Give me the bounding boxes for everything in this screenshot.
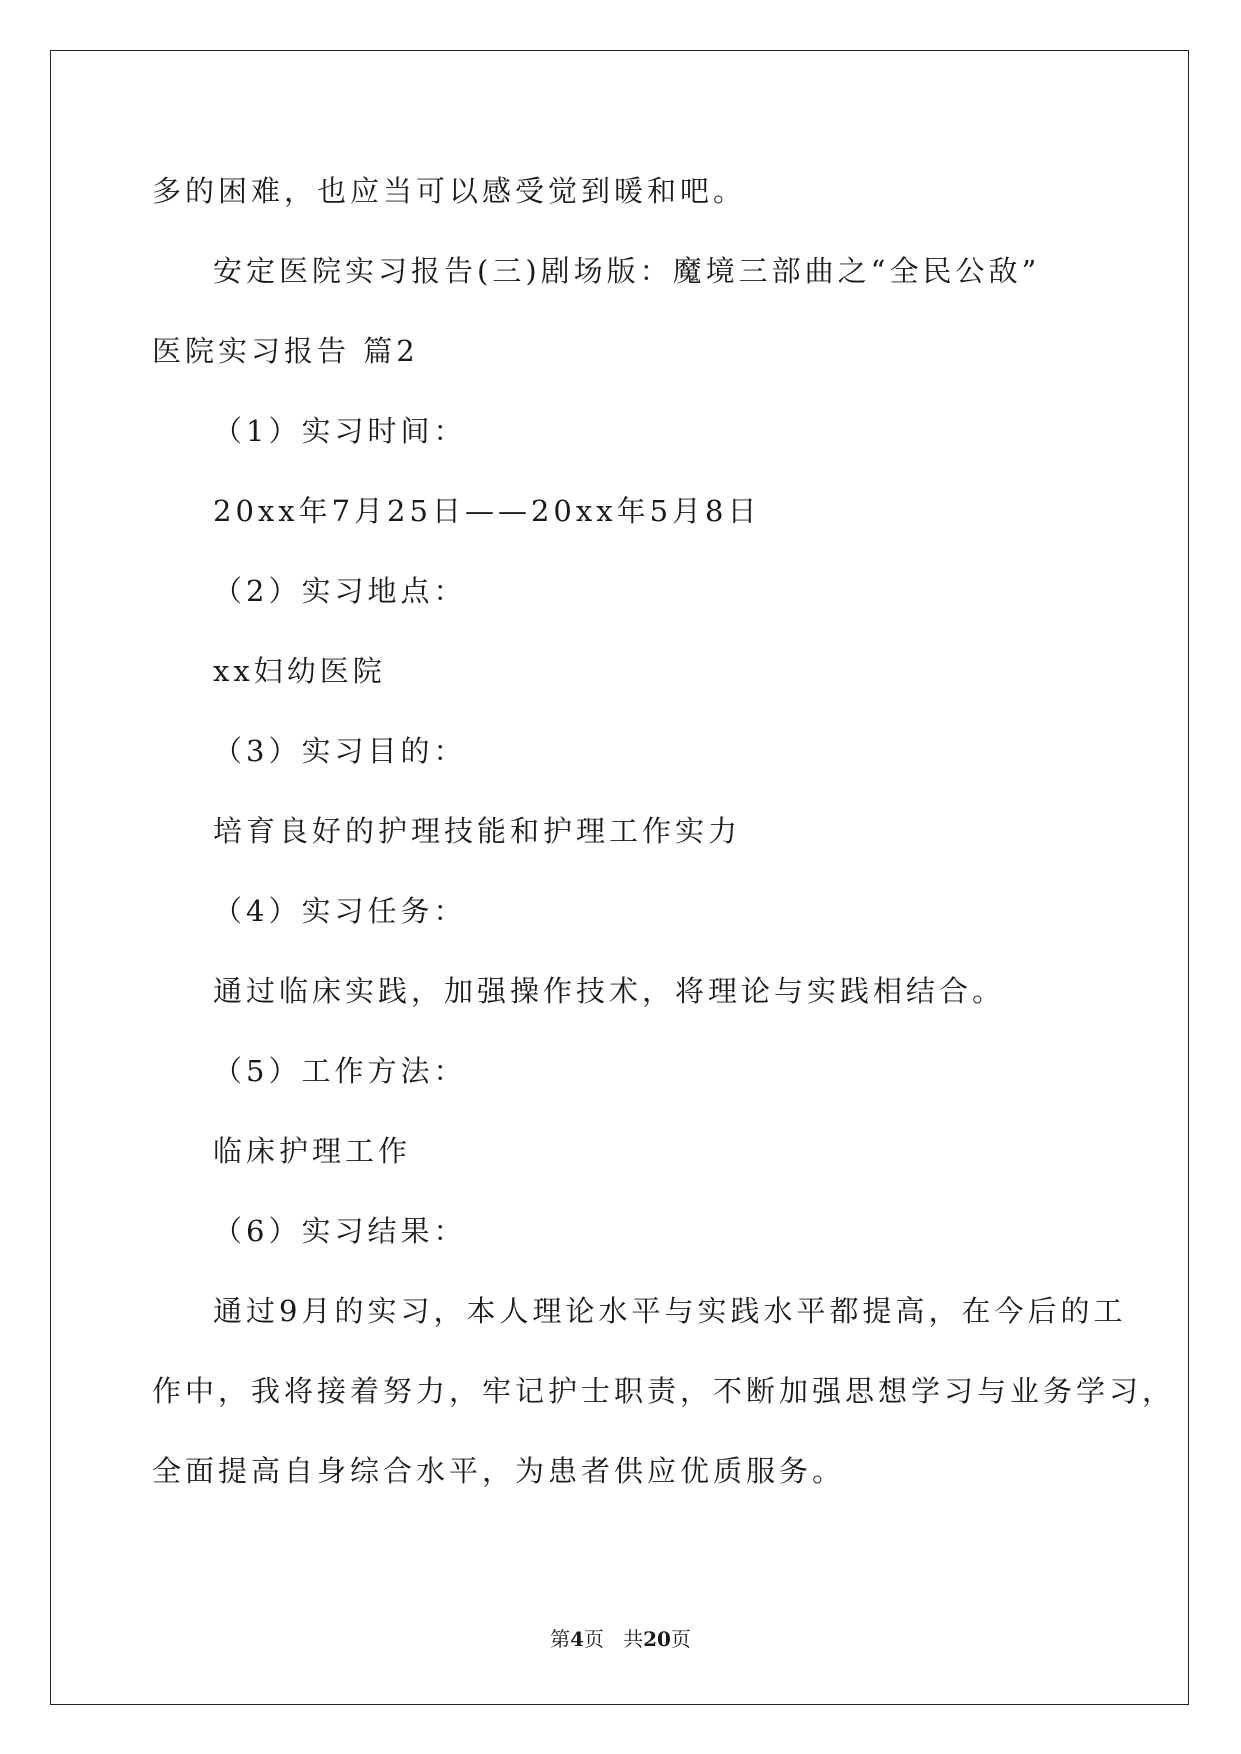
item-heading: （2）实习地点： [213,574,467,608]
footer-total-prefix: 共 [623,1627,644,1651]
paragraph-line: 通过9月的实习，本人理论水平与实践水平都提高，在今后的工 [213,1294,1127,1328]
paragraph-line: 20xx年7月25日——20xx年5月8日 [213,494,761,528]
footer-total-suffix: 页 [670,1627,691,1651]
paragraph-line: 多的困难，也应当可以感受觉到暖和吧。 [152,174,747,208]
paragraph-line: 通过临床实践，加强操作技术，将理论与实践相结合。 [213,974,1006,1008]
item-heading: （3）实习目的： [213,734,467,768]
paragraph-line: 安定医院实习报告(三)剧场版：魔境三部曲之“全民公敌” [213,254,1041,288]
paragraph-line: 全面提高自身综合水平，为患者供应优质服务。 [152,1454,846,1488]
footer-prefix: 第 [550,1627,571,1651]
paragraph-line: xx妇幼医院 [213,654,386,688]
item-heading: （6）实习结果： [213,1214,467,1248]
item-heading: （1）实习时间： [213,414,467,448]
item-heading: （5）工作方法： [213,1054,467,1088]
page-footer [0,1626,1241,1652]
item-heading: （4）实习任务： [213,894,467,928]
footer-page-number: 4 [570,1627,584,1651]
paragraph-line: 培育良好的护理技能和护理工作实力 [213,814,742,848]
paragraph-line: 作中，我将接着努力，牢记护士职责，不断加强思想学习与业务学习， [152,1374,1176,1408]
paragraph-line: 临床护理工作 [213,1134,412,1168]
footer-total-pages: 20 [643,1627,671,1651]
footer-page-suffix: 页 [584,1627,604,1651]
section-heading: 医院实习报告 篇2 [152,334,419,368]
